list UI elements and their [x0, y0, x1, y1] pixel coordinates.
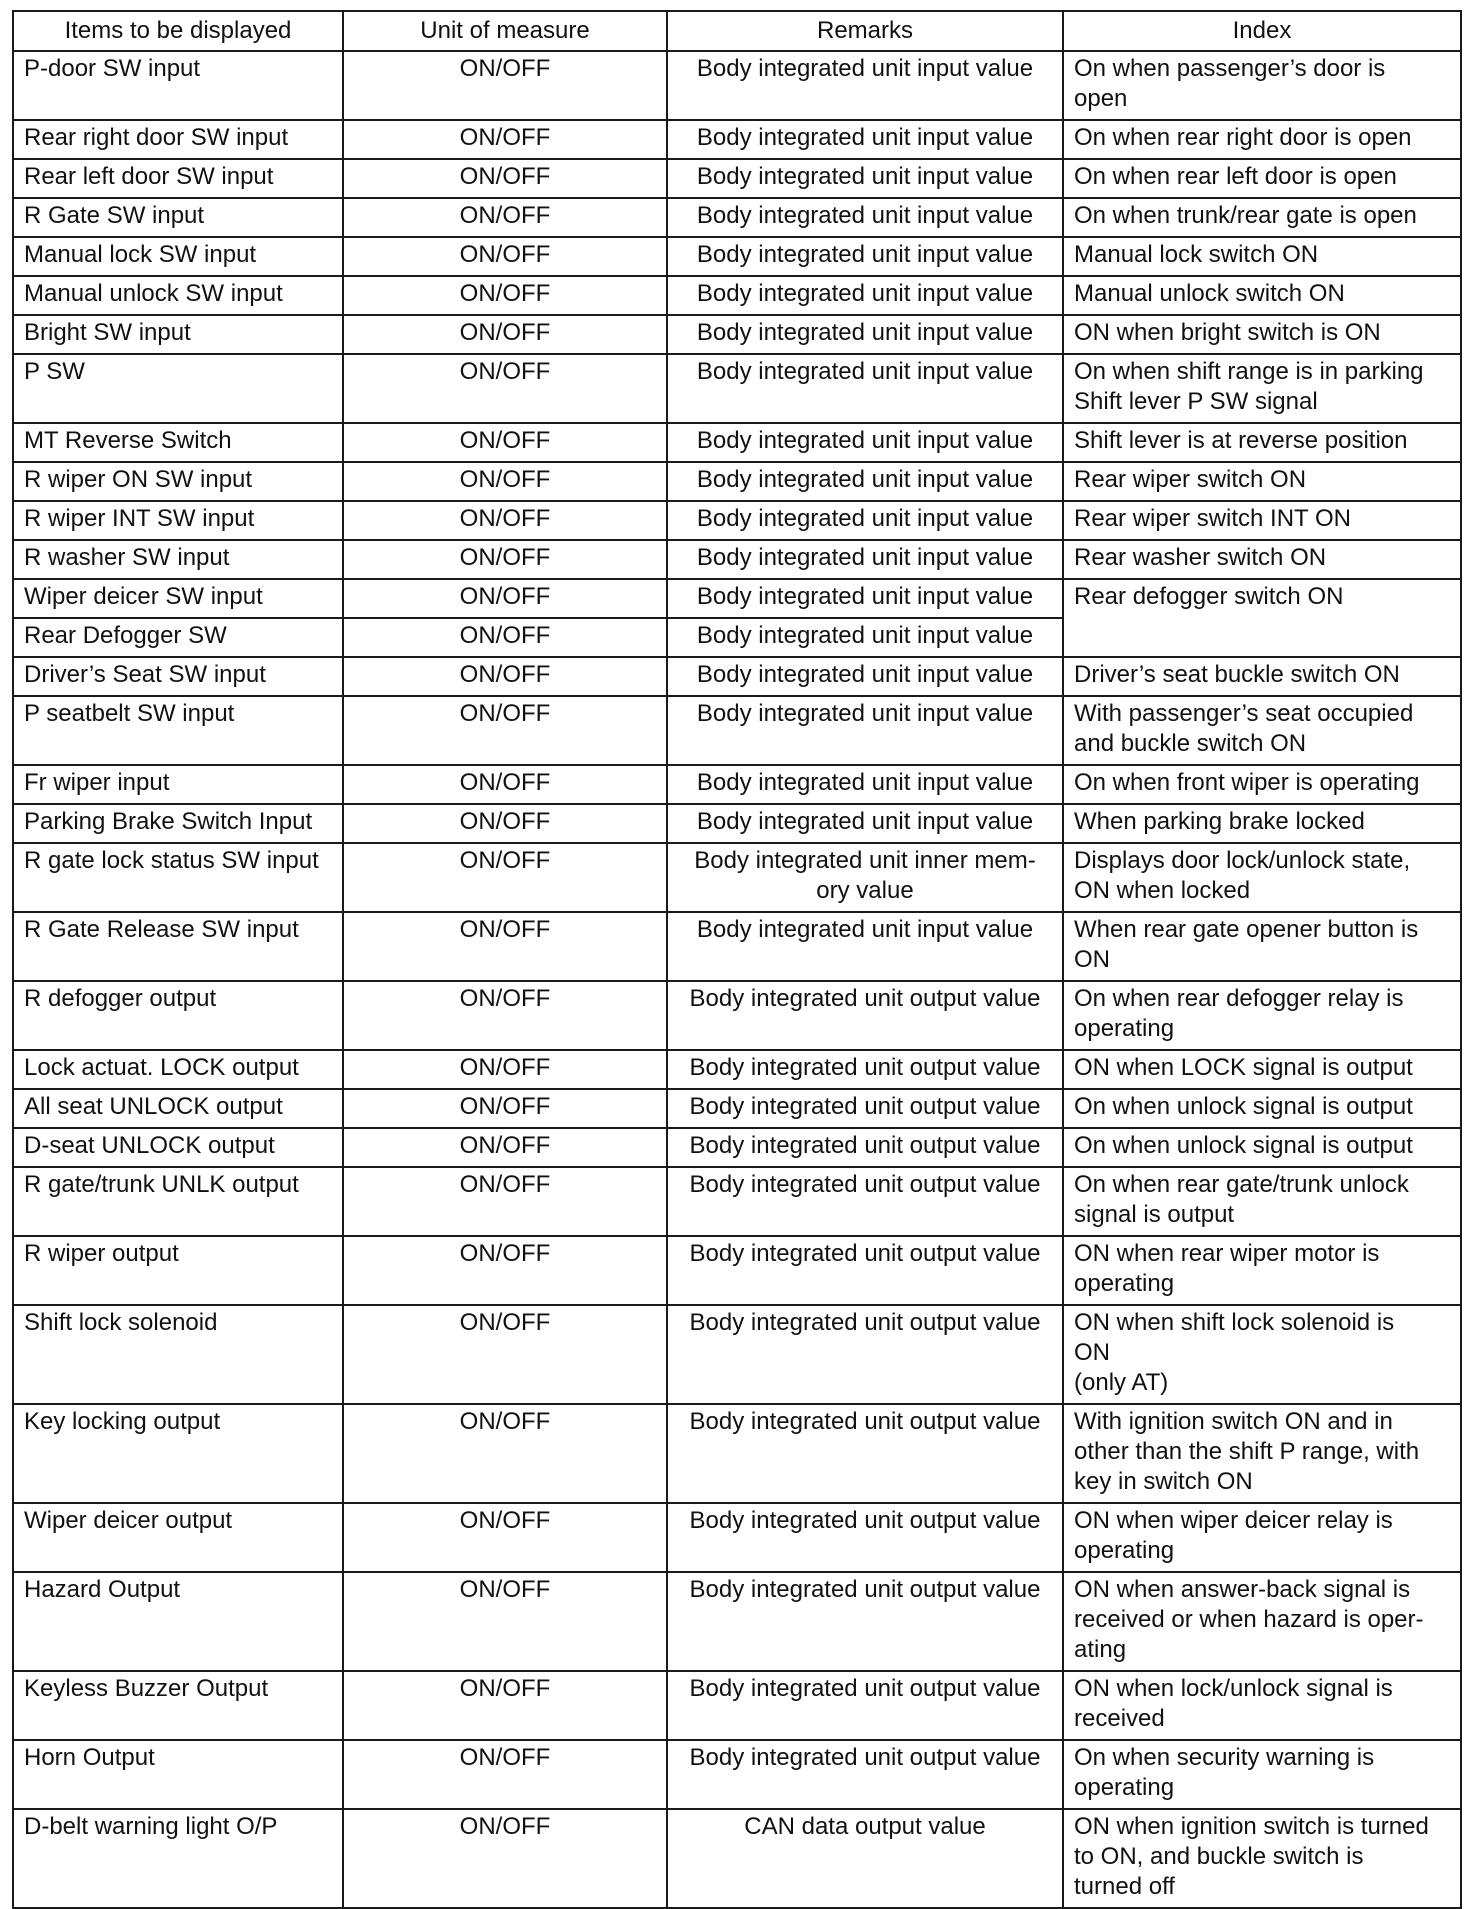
item-cell: MT Reverse Switch: [13, 423, 343, 462]
index-cell: Rear wiper switch ON: [1063, 462, 1461, 501]
unit-cell: ON/OFF: [343, 1503, 667, 1572]
item-cell: Parking Brake Switch Input: [13, 804, 343, 843]
remarks-cell: Body integrated unit input value: [667, 540, 1063, 579]
table-row: [13, 51, 1461, 120]
item-cell: R washer SW input: [13, 540, 343, 579]
item-cell: P SW: [13, 354, 343, 423]
index-cell: Shift lever is at reverse position: [1063, 423, 1461, 462]
item-cell: D-belt warning light O/P: [13, 1809, 343, 1908]
remarks-cell: Body integrated unit input value: [667, 198, 1063, 237]
table-body: [13, 51, 1461, 1908]
table-row: [13, 462, 1461, 501]
header-unit: Unit of measure: [343, 11, 667, 51]
remarks-cell: Body integrated unit output value: [667, 1236, 1063, 1305]
unit-cell: ON/OFF: [343, 354, 667, 423]
index-cell: ON when wiper deicer relay is operating: [1063, 1503, 1461, 1572]
unit-cell: ON/OFF: [343, 540, 667, 579]
table-row: [13, 1404, 1461, 1503]
table-row: [13, 198, 1461, 237]
remarks-cell: Body integrated unit output value: [667, 981, 1063, 1050]
table-row: [13, 1128, 1461, 1167]
unit-cell: ON/OFF: [343, 657, 667, 696]
unit-cell: ON/OFF: [343, 1167, 667, 1236]
table-row: [13, 657, 1461, 696]
index-cell: On when security warning is operating: [1063, 1740, 1461, 1809]
index-cell: When rear gate opener button is ON: [1063, 912, 1461, 981]
index-cell: On when unlock signal is output: [1063, 1089, 1461, 1128]
table-row: [13, 1089, 1461, 1128]
unit-cell: ON/OFF: [343, 912, 667, 981]
remarks-cell: Body integrated unit output value: [667, 1740, 1063, 1809]
index-cell: With ignition switch ON and in other than the shift P range, with key in switch ON: [1063, 1404, 1461, 1503]
header-index: Index: [1063, 11, 1461, 51]
unit-cell: ON/OFF: [343, 1236, 667, 1305]
unit-cell: ON/OFF: [343, 1089, 667, 1128]
remarks-cell: Body integrated unit input value: [667, 765, 1063, 804]
table-row: [13, 1572, 1461, 1671]
index-cell: On when passenger’s door is open: [1063, 51, 1461, 120]
table-row: [13, 159, 1461, 198]
unit-cell: ON/OFF: [343, 618, 667, 657]
remarks-cell: Body integrated unit output value: [667, 1671, 1063, 1740]
index-cell: On when trunk/rear gate is open: [1063, 198, 1461, 237]
remarks-cell: Body integrated unit output value: [667, 1089, 1063, 1128]
item-cell: R wiper output: [13, 1236, 343, 1305]
remarks-cell: Body integrated unit output value: [667, 1305, 1063, 1404]
remarks-cell: Body integrated unit inner mem- ory value: [667, 843, 1063, 912]
unit-cell: ON/OFF: [343, 1671, 667, 1740]
table-row: [13, 843, 1461, 912]
unit-cell: ON/OFF: [343, 51, 667, 120]
item-cell: R defogger output: [13, 981, 343, 1050]
table-row: [13, 981, 1461, 1050]
index-cell: When parking brake locked: [1063, 804, 1461, 843]
remarks-cell: Body integrated unit input value: [667, 462, 1063, 501]
remarks-cell: Body integrated unit input value: [667, 912, 1063, 981]
remarks-cell: Body integrated unit input value: [667, 501, 1063, 540]
item-cell: Hazard Output: [13, 1572, 343, 1671]
unit-cell: ON/OFF: [343, 765, 667, 804]
index-cell: ON when rear wiper motor is operating: [1063, 1236, 1461, 1305]
unit-cell: ON/OFF: [343, 1809, 667, 1908]
table-row: [13, 912, 1461, 981]
table-row: [13, 765, 1461, 804]
index-cell: On when rear defogger relay is operating: [1063, 981, 1461, 1050]
table-row: [13, 579, 1461, 618]
item-cell: Rear left door SW input: [13, 159, 343, 198]
table-row: [13, 237, 1461, 276]
index-cell: Rear washer switch ON: [1063, 540, 1461, 579]
remarks-cell: Body integrated unit input value: [667, 51, 1063, 120]
index-cell: Manual unlock switch ON: [1063, 276, 1461, 315]
index-cell: Rear defogger switch ON: [1063, 579, 1461, 657]
index-cell: ON when bright switch is ON: [1063, 315, 1461, 354]
remarks-cell: Body integrated unit output value: [667, 1128, 1063, 1167]
index-cell: ON when lock/unlock signal is received: [1063, 1671, 1461, 1740]
unit-cell: ON/OFF: [343, 1740, 667, 1809]
remarks-cell: Body integrated unit input value: [667, 237, 1063, 276]
remarks-cell: Body integrated unit output value: [667, 1167, 1063, 1236]
item-cell: Rear right door SW input: [13, 120, 343, 159]
item-cell: R gate lock status SW input: [13, 843, 343, 912]
remarks-cell: Body integrated unit input value: [667, 618, 1063, 657]
table-row: [13, 1050, 1461, 1089]
item-cell: Bright SW input: [13, 315, 343, 354]
table-row: [13, 1809, 1461, 1908]
table-row: [13, 1305, 1461, 1404]
remarks-cell: Body integrated unit input value: [667, 159, 1063, 198]
table-row: [13, 1236, 1461, 1305]
index-cell: ON when answer-back signal is received or when hazard is oper- ating: [1063, 1572, 1461, 1671]
table-row: [13, 354, 1461, 423]
unit-cell: ON/OFF: [343, 120, 667, 159]
unit-cell: ON/OFF: [343, 462, 667, 501]
remarks-cell: Body integrated unit output value: [667, 1572, 1063, 1671]
unit-cell: ON/OFF: [343, 579, 667, 618]
item-cell: All seat UNLOCK output: [13, 1089, 343, 1128]
table-row: [13, 540, 1461, 579]
table-row: [13, 315, 1461, 354]
remarks-cell: Body integrated unit output value: [667, 1503, 1063, 1572]
index-cell: Rear wiper switch INT ON: [1063, 501, 1461, 540]
unit-cell: ON/OFF: [343, 696, 667, 765]
item-cell: Rear Defogger SW: [13, 618, 343, 657]
item-cell: Wiper deicer SW input: [13, 579, 343, 618]
item-cell: R Gate SW input: [13, 198, 343, 237]
table-row: [13, 804, 1461, 843]
unit-cell: ON/OFF: [343, 981, 667, 1050]
remarks-cell: Body integrated unit input value: [667, 423, 1063, 462]
remarks-cell: Body integrated unit input value: [667, 696, 1063, 765]
unit-cell: ON/OFF: [343, 1128, 667, 1167]
remarks-cell: Body integrated unit input value: [667, 315, 1063, 354]
remarks-cell: Body integrated unit input value: [667, 804, 1063, 843]
item-cell: P seatbelt SW input: [13, 696, 343, 765]
item-cell: Shift lock solenoid: [13, 1305, 343, 1404]
index-cell: Driver’s seat buckle switch ON: [1063, 657, 1461, 696]
item-cell: R Gate Release SW input: [13, 912, 343, 981]
unit-cell: ON/OFF: [343, 1305, 667, 1404]
item-cell: R gate/trunk UNLK output: [13, 1167, 343, 1236]
item-cell: R wiper ON SW input: [13, 462, 343, 501]
item-cell: Lock actuat. LOCK output: [13, 1050, 343, 1089]
item-cell: Key locking output: [13, 1404, 343, 1503]
item-cell: Wiper deicer output: [13, 1503, 343, 1572]
remarks-cell: Body integrated unit input value: [667, 579, 1063, 618]
unit-cell: ON/OFF: [343, 1050, 667, 1089]
table-row: [13, 501, 1461, 540]
index-cell: Displays door lock/unlock state, ON when locked: [1063, 843, 1461, 912]
unit-cell: ON/OFF: [343, 159, 667, 198]
unit-cell: ON/OFF: [343, 804, 667, 843]
remarks-cell: Body integrated unit input value: [667, 354, 1063, 423]
index-cell: With passenger’s seat occupied and buckle switch ON: [1063, 696, 1461, 765]
index-cell: ON when shift lock solenoid is ON (only AT): [1063, 1305, 1461, 1404]
item-cell: Keyless Buzzer Output: [13, 1671, 343, 1740]
item-cell: Manual lock SW input: [13, 237, 343, 276]
index-cell: On when rear left door is open: [1063, 159, 1461, 198]
header-remarks: Remarks: [667, 11, 1063, 51]
unit-cell: ON/OFF: [343, 1404, 667, 1503]
remarks-cell: Body integrated unit input value: [667, 657, 1063, 696]
unit-cell: ON/OFF: [343, 1572, 667, 1671]
unit-cell: ON/OFF: [343, 276, 667, 315]
item-cell: Fr wiper input: [13, 765, 343, 804]
data-monitor-table: [12, 10, 1462, 1909]
remarks-cell: Body integrated unit output value: [667, 1050, 1063, 1089]
index-cell: On when rear right door is open: [1063, 120, 1461, 159]
item-cell: Driver’s Seat SW input: [13, 657, 343, 696]
table-row: [13, 696, 1461, 765]
table-row: [13, 120, 1461, 159]
index-cell: On when shift range is in parking Shift lever P SW signal: [1063, 354, 1461, 423]
item-cell: R wiper INT SW input: [13, 501, 343, 540]
remarks-cell: Body integrated unit input value: [667, 120, 1063, 159]
unit-cell: ON/OFF: [343, 843, 667, 912]
table-row: [13, 1503, 1461, 1572]
index-cell: ON when LOCK signal is output: [1063, 1050, 1461, 1089]
table-row: [13, 276, 1461, 315]
unit-cell: ON/OFF: [343, 501, 667, 540]
unit-cell: ON/OFF: [343, 423, 667, 462]
unit-cell: ON/OFF: [343, 198, 667, 237]
item-cell: Horn Output: [13, 1740, 343, 1809]
item-cell: P-door SW input: [13, 51, 343, 120]
table-row: [13, 1740, 1461, 1809]
table-header-row: [13, 11, 1461, 51]
index-cell: On when rear gate/trunk unlock signal is output: [1063, 1167, 1461, 1236]
table-row: [13, 423, 1461, 462]
remarks-cell: CAN data output value: [667, 1809, 1063, 1908]
item-cell: Manual unlock SW input: [13, 276, 343, 315]
remarks-cell: Body integrated unit input value: [667, 276, 1063, 315]
table-row: [13, 1167, 1461, 1236]
unit-cell: ON/OFF: [343, 315, 667, 354]
index-cell: ON when ignition switch is turned to ON, and buckle switch is turned off: [1063, 1809, 1461, 1908]
item-cell: D-seat UNLOCK output: [13, 1128, 343, 1167]
header-items: Items to be displayed: [13, 11, 343, 51]
unit-cell: ON/OFF: [343, 237, 667, 276]
index-cell: On when front wiper is operating: [1063, 765, 1461, 804]
index-cell: Manual lock switch ON: [1063, 237, 1461, 276]
remarks-cell: Body integrated unit output value: [667, 1404, 1063, 1503]
table-row: [13, 1671, 1461, 1740]
index-cell: On when unlock signal is output: [1063, 1128, 1461, 1167]
